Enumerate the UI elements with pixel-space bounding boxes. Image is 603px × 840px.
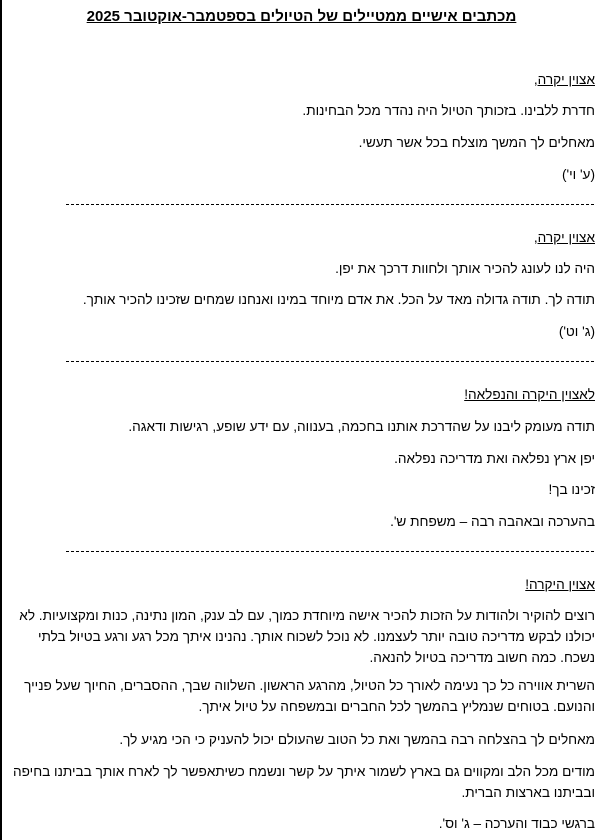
letter-separator — [66, 551, 594, 552]
letter-2-greeting: אצוין יקרה, — [533, 230, 595, 245]
letter-1-signature: (ע' וי') — [562, 167, 595, 182]
letter-separator — [66, 204, 594, 205]
document-title: מכתבים אישיים ממטיילים של הטיולים בספטמבר-אוקטובר 2025 — [86, 8, 517, 25]
letter-4-closing: ברגשי כבוד והערכה – ג' וס'. — [438, 816, 595, 831]
letter-3-body-2: יפן ארץ נפלאה ואת מדריכה נפלאה. — [394, 451, 595, 466]
letter-4-greeting: אצוין היקרה! — [525, 577, 595, 592]
letter-2-signature: (ג' וט') — [558, 324, 595, 339]
letter-4-body-1: רוצים להוקיר ולהודות על הזכות להכיר אישה מיוחדת כמוך, עם לב ענק, המון נתינה, כנות ומקצועיות. לא יכולנו לבקש מדריכה טובה יותר לעצמנו. לא נוכל לשכוח אותך. נהנינו איתך מכל רגע ורגע בטיול בלתי נשכח. כמה חשוב מדריכה בטיול להנאה. — [19, 608, 595, 665]
letter-2-body-2: תודה לך. תודה גדולה מאד על הכל. את אדם מיוחד במינו ואנחנו שמחים שזכינו להכיר אותך. — [82, 292, 595, 307]
letter-4-body-4: מודים מכל הלב ומקווים גם בארץ לשמור איתך על קשר ונשמח כשיתאפשר לך לארח אותך בביתנו בחיפה ובביתנו בארצות הברית. — [13, 764, 595, 800]
letter-3-body-3: זכינו בך! — [548, 482, 595, 497]
letter-3-body-1: תודה מעומק ליבנו על שהדרכת אותנו בחכמה, בענווה, עם ידע שופע, רגישות ודאגה. — [128, 419, 595, 434]
page-edge — [0, 0, 2, 840]
letter-2-body-1: היה לנו לעונג להכיר אותך ולחוות דרכך את יפן. — [335, 261, 595, 276]
letter-3-greeting: לאצוין היקרה והנפלאה! — [464, 387, 595, 402]
letter-3-body-4: בהערכה ובאהבה רבה – משפחת ש'. — [390, 514, 595, 529]
letter-separator — [66, 361, 594, 362]
letter-1-body-2: מאחלים לך המשך מוצלח בכל אשר תעשי. — [358, 135, 595, 150]
letter-4-body-3: מאחלים לך בהצלחה רבה בהמשך ואת כל הטוב שהעולם יכול להעניק כי הכי מגיע לך. — [119, 732, 595, 747]
letter-4-body-2: השרית אווירה כל כך נעימה לאורך כל הטיול, מהרגע הראשון. השלווה שבך, ההסברים, החיוך שעל פנייך והנועם. בטוחים שנמליץ בהמשך לכל החברים ובמשפחה על טיול איתך. — [24, 678, 595, 714]
letter-1-body-1: חדרת ללבינו. בזכותך הטיול היה נהדר מכל הבחינות. — [302, 103, 595, 118]
letter-1-greeting: אצוין יקרה, — [533, 72, 595, 87]
